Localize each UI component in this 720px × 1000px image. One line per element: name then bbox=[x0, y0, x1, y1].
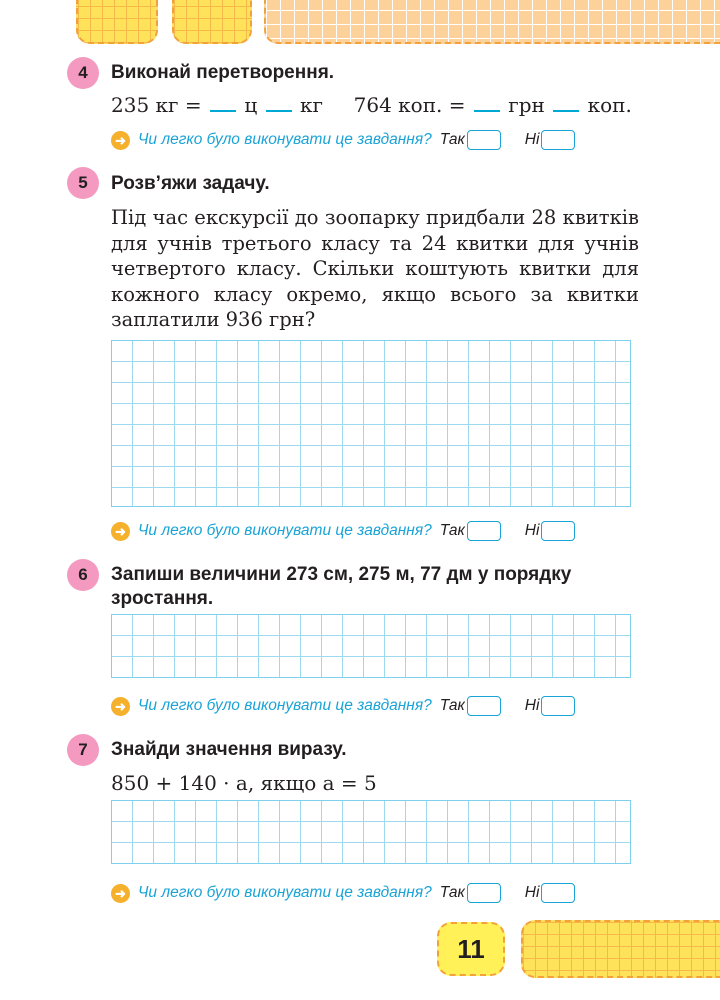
header-decoration-left bbox=[76, 0, 158, 44]
task-6-title bbox=[111, 563, 641, 611]
self-check-row bbox=[111, 519, 575, 543]
self-check-no-label: Ні bbox=[524, 522, 540, 539]
expr1-left: 235 кг = bbox=[111, 93, 202, 117]
task-6-badge: 6 bbox=[67, 559, 99, 591]
task-5-title: Розв’яжи задачу. bbox=[111, 173, 270, 194]
self-check-yes-box[interactable] bbox=[467, 130, 501, 150]
task-5-badge: 5 bbox=[67, 167, 99, 199]
expr2-unit-1: грн bbox=[508, 93, 545, 117]
answer-blank[interactable] bbox=[210, 92, 236, 112]
self-check-question: Чи легко було виконувати це завдання? bbox=[138, 697, 432, 714]
page-number: 11 bbox=[437, 922, 505, 976]
task-6-answer-grid[interactable] bbox=[111, 614, 631, 678]
task-7-title: Знайди значення виразу. bbox=[111, 739, 347, 760]
self-check-no-box[interactable] bbox=[541, 696, 575, 716]
task-7-badge: 7 bbox=[67, 734, 99, 766]
self-check-row bbox=[111, 694, 575, 718]
self-check-yes-label: Так bbox=[439, 884, 465, 901]
task-6-title-line-1: Запиши величини 273 см, 275 м, 77 дм у порядку bbox=[111, 564, 572, 585]
self-check-no-box[interactable] bbox=[541, 521, 575, 541]
self-check-yes-box[interactable] bbox=[467, 696, 501, 716]
expr1-unit-1: ц bbox=[244, 93, 258, 117]
self-check-yes-label: Так bbox=[439, 522, 465, 539]
task-6-title-line-2: зростання. bbox=[111, 588, 214, 609]
self-check-yes-box[interactable] bbox=[467, 883, 501, 903]
self-check-question: Чи легко було виконувати це завдання? bbox=[138, 884, 432, 901]
task-5-problem-text: Під час екскурсії до зоопарку придбали 28 квитків для учнів третього класу та 24 квитки для учнів четвертого класу. Скільки коштують квитки для кожного класу окремо, якщо всього за квитки заплатили 936 грн? bbox=[111, 206, 639, 331]
task-7-expression: 850 + 140 · a, якщо a = 5 bbox=[111, 771, 377, 795]
task-7-answer-grid[interactable] bbox=[111, 800, 631, 864]
answer-blank[interactable] bbox=[266, 92, 292, 112]
expr2-unit-2: коп. bbox=[587, 93, 632, 117]
answer-blank[interactable] bbox=[474, 92, 500, 112]
self-check-no-label: Ні bbox=[524, 131, 540, 148]
answer-blank[interactable] bbox=[553, 92, 579, 112]
self-check-row bbox=[111, 881, 575, 905]
self-check-yes-label: Так bbox=[439, 697, 465, 714]
task-5-answer-grid[interactable] bbox=[111, 340, 631, 507]
expr1-unit-2: кг bbox=[299, 93, 323, 117]
arrow-right-icon: ➜ bbox=[111, 697, 130, 716]
self-check-row bbox=[111, 128, 575, 152]
header-decoration-right bbox=[264, 0, 720, 44]
task-4-expression bbox=[111, 92, 632, 117]
self-check-no-label: Ні bbox=[524, 697, 540, 714]
self-check-yes-box[interactable] bbox=[467, 521, 501, 541]
self-check-question: Чи легко було виконувати це завдання? bbox=[138, 131, 432, 148]
footer-decoration bbox=[521, 920, 720, 978]
self-check-no-label: Ні bbox=[524, 884, 540, 901]
self-check-question: Чи легко було виконувати це завдання? bbox=[138, 522, 432, 539]
self-check-no-box[interactable] bbox=[541, 130, 575, 150]
arrow-right-icon: ➜ bbox=[111, 522, 130, 541]
header-decoration-middle bbox=[172, 0, 252, 44]
self-check-no-box[interactable] bbox=[541, 883, 575, 903]
task-4-title: Виконай перетворення. bbox=[111, 62, 335, 83]
task-4-badge: 4 bbox=[67, 57, 99, 89]
arrow-right-icon: ➜ bbox=[111, 884, 130, 903]
expr2-left: 764 коп. = bbox=[353, 93, 466, 117]
self-check-yes-label: Так bbox=[439, 131, 465, 148]
arrow-right-icon: ➜ bbox=[111, 131, 130, 150]
